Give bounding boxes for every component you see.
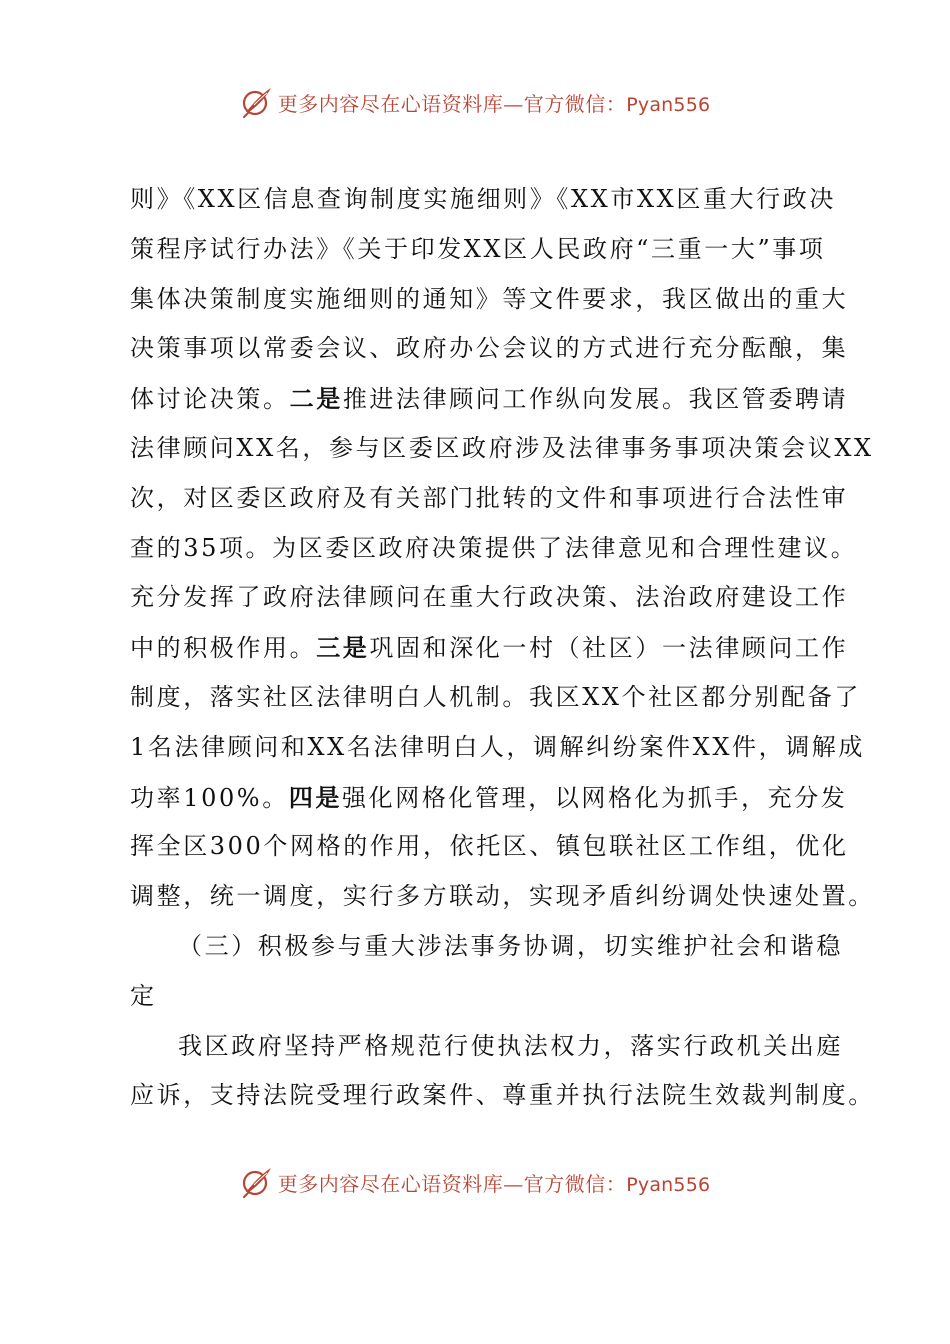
watermark-wechat-id: Pyan556 <box>626 93 711 116</box>
body-line: 我区政府坚持严格规范行使执法权力，落实行政机关出庭 <box>178 1031 843 1060</box>
body-line: 决策事项以常委会议、政府办公会议的方式进行充分酝酿，集 <box>130 334 849 363</box>
body-line: 充分发挥了政府法律顾问在重大行政决策、法治政府建设工作 <box>130 583 849 612</box>
body-line: 1名法律顾问和XX名法律明白人，调解纠纷案件XX件，调解成 <box>130 732 866 761</box>
body-text: 功率100%。 <box>130 783 289 812</box>
section-heading-continued: 定 <box>130 981 157 1010</box>
emphasis-label: 四是 <box>288 782 343 812</box>
body-line: 次，对区委区政府及有关部门批转的文件和事项进行合法性审 <box>130 483 849 512</box>
quill-pen-circle-icon <box>240 1165 274 1199</box>
watermark-text-cn: 更多内容尽在心语资料库—官方微信： <box>277 1171 627 1196</box>
body-line: 查的35项。为区委区政府决策提供了法律意见和合理性建议。 <box>130 533 858 562</box>
section-heading: （三）积极参与重大涉法事务协调，切实维护社会和谐稳 <box>178 931 843 960</box>
watermark-text <box>278 88 711 117</box>
watermark-banner-bottom <box>0 1162 950 1202</box>
quill-pen-circle-icon <box>240 85 274 119</box>
body-line: 应诉，支持法院受理行政案件、尊重并执行法院生效裁判制度。 <box>130 1081 875 1110</box>
body-line <box>130 773 848 823</box>
body-text: 中的积极作用。 <box>130 634 317 663</box>
body-line: 集体决策制度实施细则的通知》等文件要求，我区做出的重大 <box>130 284 849 313</box>
watermark-text-cn: 更多内容尽在心语资料库—官方微信： <box>277 91 627 116</box>
body-text: 强化网格化管理，以网格化为抓手，充分发 <box>342 783 848 812</box>
body-line: 挥全区300个网格的作用，依托区、镇包联社区工作组，优化 <box>130 832 849 861</box>
body-text: 巩固和深化一村（社区）一法律顾问工作 <box>369 634 849 663</box>
watermark-banner-top <box>0 82 950 122</box>
body-line <box>130 374 849 424</box>
body-text: 推进法律顾问工作纵向发展。我区管委聘请 <box>342 385 849 414</box>
watermark-text <box>278 1168 711 1197</box>
body-line: 则》《XX区信息查询制度实施细则》《XX市XX区重大行政决 <box>130 185 836 213</box>
emphasis-label: 二是 <box>289 384 343 414</box>
body-text: 体讨论决策。 <box>130 385 290 414</box>
body-line: 策程序试行办法》《关于印发XX区人民政府“三重一大”事项 <box>130 234 826 263</box>
emphasis-label: 三是 <box>316 633 370 663</box>
body-line: 调整，统一调度，实行多方联动，实现矛盾纠纷调处快速处置。 <box>130 882 875 911</box>
body-line: 制度，落实社区法律明白人机制。我区XX个社区都分别配备了 <box>130 682 861 711</box>
document-body <box>130 175 875 1121</box>
body-line <box>130 623 849 673</box>
watermark-wechat-id: Pyan556 <box>626 1173 711 1196</box>
body-line: 法律顾问XX名，参与区委区政府涉及法律事务事项决策会议XX <box>130 433 874 462</box>
